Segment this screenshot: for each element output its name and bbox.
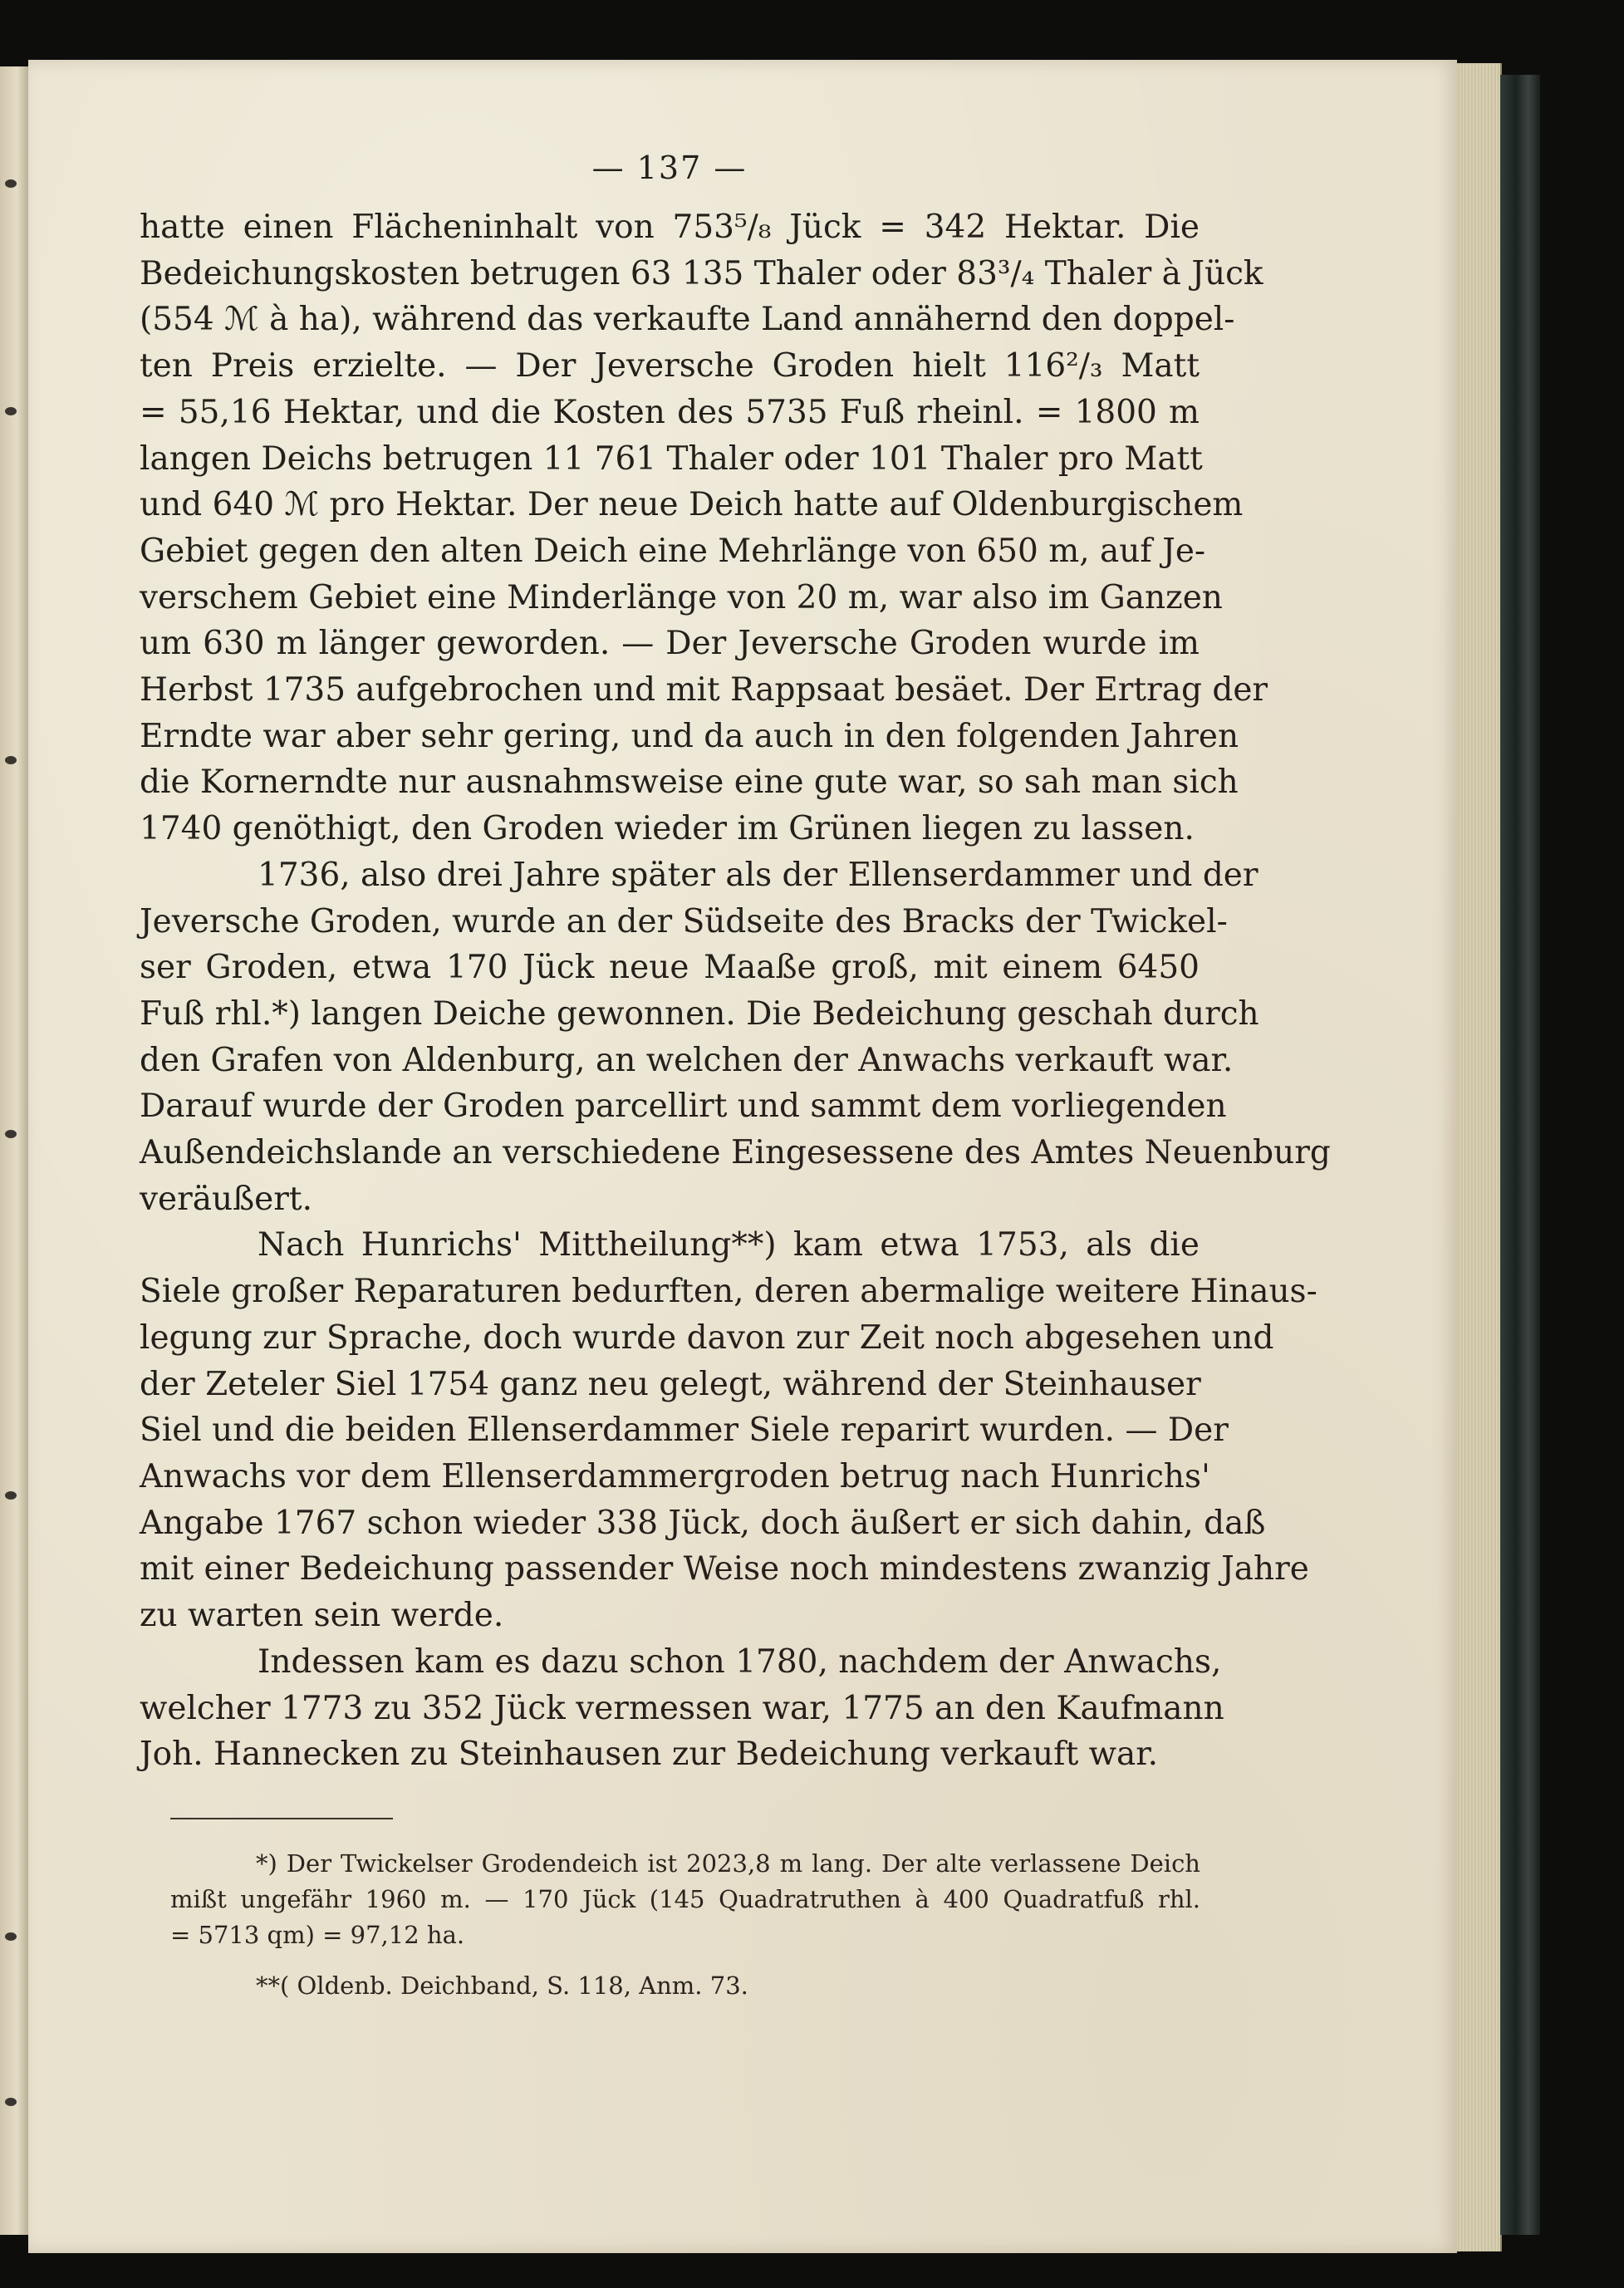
text-line: Herbst 1735 aufgebrochen und mit Rappsaat besäet. Der Ertrag der <box>140 671 1268 709</box>
footnote-line: *) Der Twickelser Grodendeich ist 2023,8 m lang. Der alte verlassene Deich <box>256 1849 1200 1878</box>
text-line: Angabe 1767 schon wieder 338 Jück, doch äußert er sich dahin, daß <box>140 1504 1266 1542</box>
margin-mark <box>5 1130 17 1138</box>
text-line: Anwachs vor dem Ellenserdammergroden betrug nach Hunrichs' <box>140 1457 1210 1495</box>
main-text <box>140 150 1331 1778</box>
book-cover-edge <box>1500 75 1540 2235</box>
text-line: Jeversche Groden, wurde an der Südseite des Bracks der Twickel- <box>140 902 1228 940</box>
footnote-line: mißt ungefähr 1960 m. — 170 Jück (145 Quadratruthen à 400 Quadratfuß rhl. <box>170 1885 1200 1913</box>
text-line: 1740 genöthigt, den Groden wieder im Grünen liegen zu lassen. <box>140 810 1195 848</box>
text-line: Erndte war aber sehr gering, und da auch in den folgenden Jahren <box>140 717 1239 755</box>
text-line: Bedeichungskosten betrugen 63 135 Thaler oder 83³/₄ Thaler à Jück <box>140 254 1263 292</box>
paragraph-start-line: Nach Hunrichs' Mittheilung**) kam etwa 1753, als die <box>258 1226 1200 1264</box>
text-line: welcher 1773 zu 352 Jück vermessen war, 1775 an den Kaufmann <box>140 1689 1224 1727</box>
text-line: ten Preis erzielte. — Der Jeversche Groden hielt 116²/₃ Matt <box>140 347 1200 385</box>
text-line: und 640 ℳ pro Hektar. Der neue Deich hatte auf Oldenburgischem <box>140 486 1244 524</box>
paragraph-start-line: 1736, also drei Jahre später als der Ellenserdammer und der <box>258 856 1258 894</box>
margin-mark <box>5 179 17 188</box>
page-number: — 137 — <box>591 150 748 186</box>
margin-mark <box>5 756 17 764</box>
text-line: ser Groden, etwa 170 Jück neue Maaße groß, mit einem 6450 <box>140 949 1200 987</box>
text-line: Gebiet gegen den alten Deich eine Mehrlänge von 650 m, auf Je- <box>140 532 1206 570</box>
text-line: um 630 m länger geworden. — Der Jeversche Groden wurde im <box>140 625 1200 663</box>
text-line: den Grafen von Aldenburg, an welchen der Anwachs verkauft war. <box>140 1041 1234 1079</box>
footnote-line: = 5713 qm) = 97,12 ha. <box>170 1921 465 1949</box>
text-line: mit einer Bedeichung passender Weise noch mindestens zwanzig Jahre <box>140 1550 1309 1588</box>
text-line: Darauf wurde der Groden parcellirt und sammt dem vorliegenden <box>140 1088 1227 1126</box>
text-line: langen Deichs betrugen 11 761 Thaler oder 101 Thaler pro Matt <box>140 439 1203 478</box>
footnotes <box>170 1846 1200 2004</box>
text-line: Joh. Hannecken zu Steinhausen zur Bedeichung verkauft war. <box>140 1736 1159 1774</box>
text-line: Siel und die beiden Ellenserdammer Siele reparirt wurden. — Der <box>140 1412 1229 1450</box>
text-line: veräußert. <box>140 1180 312 1218</box>
margin-mark <box>5 407 17 415</box>
margin-mark <box>5 2098 17 2106</box>
text-line: Fuß rhl.*) langen Deiche gewonnen. Die Bedeichung geschah durch <box>140 994 1259 1033</box>
page-stack-edge <box>1457 63 1502 2251</box>
text-line: verschem Gebiet eine Minderlänge von 20 m, war also im Ganzen <box>140 578 1223 616</box>
footnote-divider <box>170 1818 393 1819</box>
paragraph-start-line: Indessen kam es dazu schon 1780, nachdem der Anwachs, <box>258 1642 1222 1681</box>
text-line: zu warten sein werde. <box>140 1597 504 1635</box>
text-line: legung zur Sprache, doch wurde davon zur Zeit noch abgesehen und <box>140 1318 1274 1357</box>
margin-mark <box>5 1491 17 1500</box>
text-line: Außendeichslande an verschiedene Eingesessene des Amtes Neuenburg <box>140 1134 1331 1172</box>
text-line: die Kornerndte nur ausnahmsweise eine gute war, so sah man sich <box>140 763 1239 802</box>
text-line: der Zeteler Siel 1754 ganz neu gelegt, während der Steinhauser <box>140 1365 1201 1403</box>
text-line: = 55,16 Hektar, und die Kosten des 5735 Fuß rheinl. = 1800 m <box>140 393 1200 431</box>
text-line: (554 ℳ à ha), während das verkaufte Land annähernd den doppel- <box>140 301 1235 339</box>
text-line: hatte einen Flächeninhalt von 753⁵/₈ Jück = 342 Hektar. Die <box>140 209 1200 246</box>
text-line: Siele großer Reparaturen bedurften, deren abermalige weitere Hinaus- <box>140 1273 1317 1311</box>
footnote-line: **( Oldenb. Deichband, S. 118, Anm. 73. <box>256 1971 748 2000</box>
margin-mark <box>5 1932 17 1941</box>
